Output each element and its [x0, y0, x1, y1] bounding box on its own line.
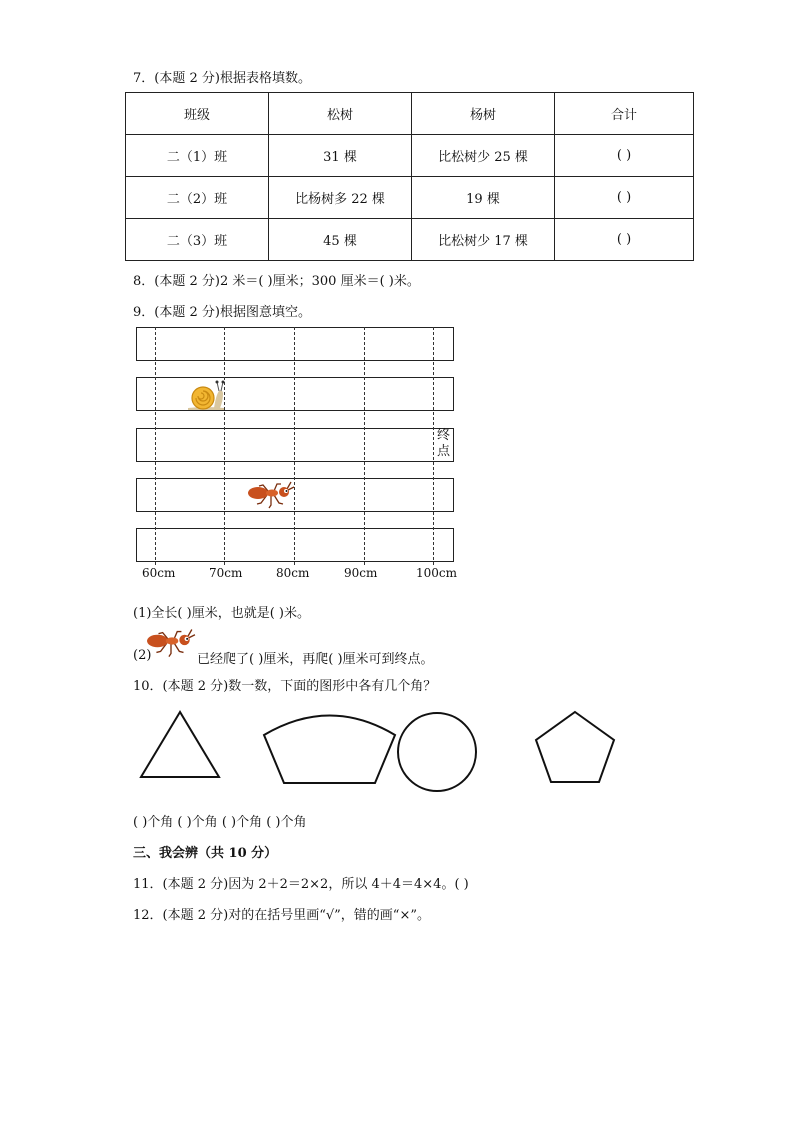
track-4 — [136, 478, 454, 512]
header-pine: 松树 — [269, 93, 412, 135]
table-row — [126, 219, 694, 261]
table-cell: 19 棵 — [412, 177, 555, 219]
q9-sub1[interactable]: (1)全长( )厘米，也就是( )米。 — [133, 606, 310, 621]
track-5 — [136, 528, 454, 562]
table-cell: 二（2）班 — [126, 177, 269, 219]
fan-shape — [264, 716, 395, 784]
table-cell: 二（3）班 — [126, 219, 269, 261]
shapes-row — [130, 700, 630, 795]
track-1 — [136, 327, 454, 361]
circle-shape — [398, 713, 476, 791]
snail-icon — [186, 379, 226, 411]
table-cell: 二（1）班 — [126, 135, 269, 177]
q9-sub2-text[interactable]: 已经爬了( )厘米，再爬( )厘米可到终点。 — [197, 652, 434, 667]
tick-label: 90cm — [344, 566, 378, 580]
tick-label: 60cm — [142, 566, 176, 580]
answer-blank[interactable]: ( ) — [555, 177, 694, 219]
pentagon-shape — [536, 712, 614, 782]
answer-blank[interactable]: ( ) — [555, 219, 694, 261]
table-cell: 比松树少 17 棵 — [412, 219, 555, 261]
ant-icon — [247, 479, 295, 509]
table-row — [126, 177, 694, 219]
triangle-shape — [141, 712, 219, 777]
finish-label: 终点 — [436, 428, 450, 459]
track-3 — [136, 428, 454, 462]
q10-title: 10．(本题 2 分)数一数，下面的图形中各有几个角？ — [133, 679, 437, 694]
table-header-row — [126, 93, 694, 135]
q8-text[interactable]: 8．(本题 2 分)2 米＝( )厘米；300 厘米＝( )米。 — [133, 274, 420, 289]
section3-title: 三、我会辨（共 10 分） — [133, 846, 278, 861]
table-cell: 45 棵 — [269, 219, 412, 261]
gridline-60 — [155, 327, 156, 565]
table-cell: 比杨树多 22 棵 — [269, 177, 412, 219]
q7-title: 7．(本题 2 分)根据表格填数。 — [133, 71, 311, 86]
q11-text[interactable]: 11．(本题 2 分)因为 2＋2＝2×2，所以 4＋4＝4×4。( ) — [133, 877, 469, 892]
header-poplar: 杨树 — [412, 93, 555, 135]
tick-label: 80cm — [276, 566, 310, 580]
q12-text: 12．(本题 2 分)对的在括号里画“√”，错的画“×”。 — [133, 908, 430, 923]
answer-blank[interactable]: ( ) — [555, 135, 694, 177]
tick-label: 70cm — [209, 566, 243, 580]
header-class: 班级 — [126, 93, 269, 135]
table-cell: 比松树少 25 棵 — [412, 135, 555, 177]
q10-answers[interactable]: ( )个角 ( )个角 ( )个角 ( )个角 — [133, 815, 307, 830]
table-cell: 31 棵 — [269, 135, 412, 177]
tick-label: 100cm — [416, 566, 458, 580]
ant-icon — [146, 626, 196, 658]
q9-sub2-prefix: (2) — [133, 648, 152, 663]
gridline-80 — [294, 327, 295, 565]
q9-title: 9．(本题 2 分)根据图意填空。 — [133, 305, 311, 320]
gridline-90 — [364, 327, 365, 565]
header-total: 合计 — [555, 93, 694, 135]
q7-table — [125, 92, 694, 261]
track-2 — [136, 377, 454, 411]
gridline-70 — [224, 327, 225, 565]
table-row — [126, 135, 694, 177]
